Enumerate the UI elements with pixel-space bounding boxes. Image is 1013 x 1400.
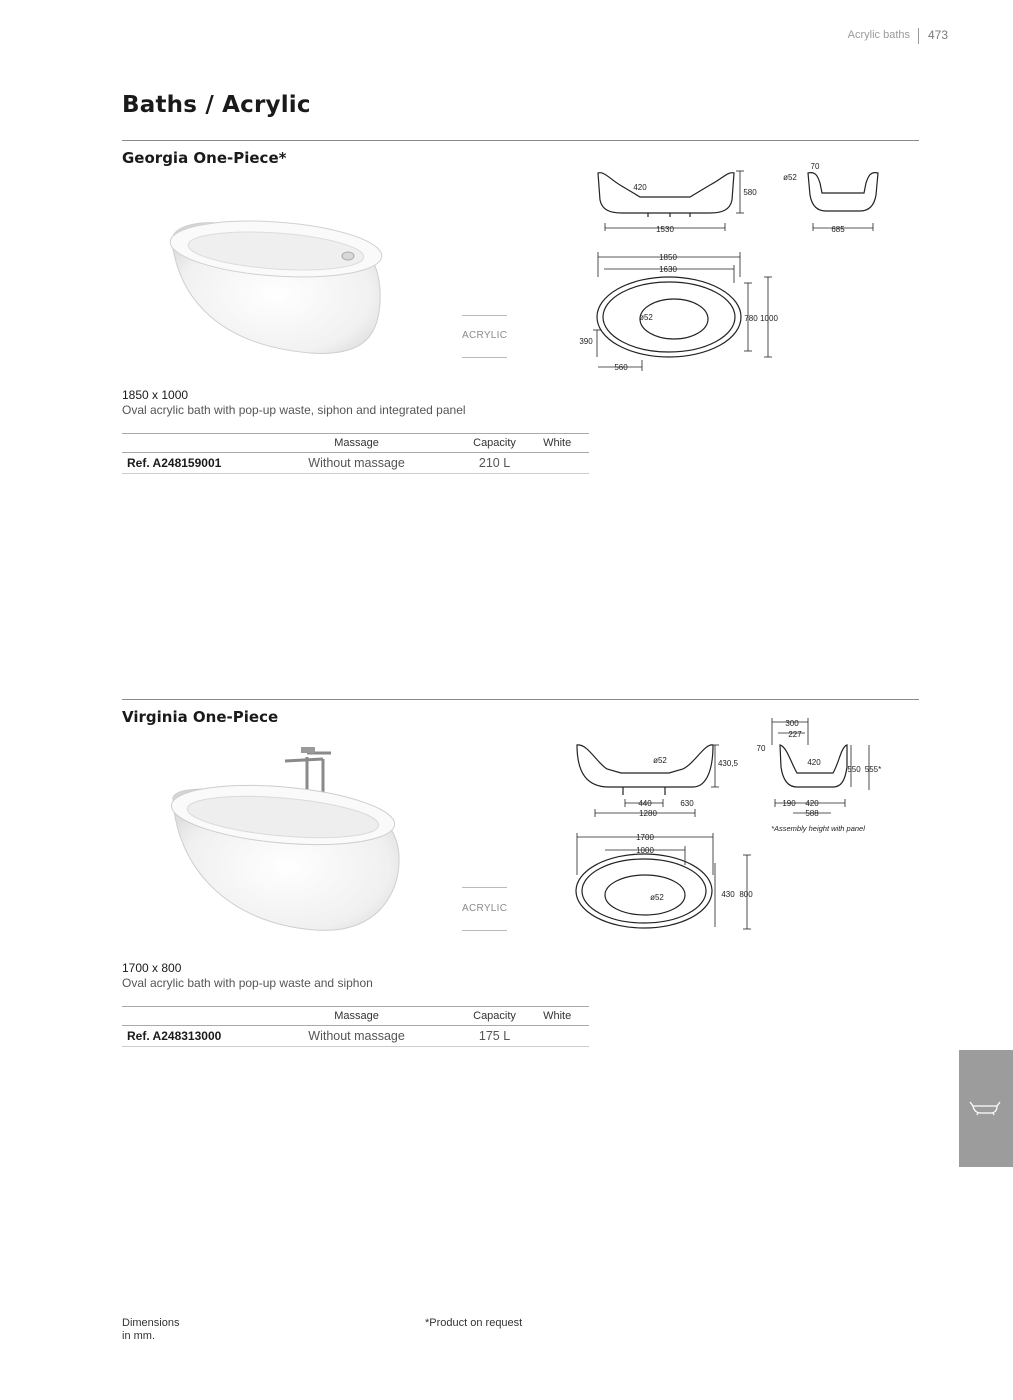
table-row [122,1026,589,1047]
assembly-note: *Assembly height with panel [771,824,865,833]
label-side-c: 1280 [639,809,657,818]
ref-cell: Ref. A248159001 [127,456,222,470]
label-end-top: 70 [810,162,820,171]
massage-cell: Without massage [308,1029,405,1043]
material-line-top [462,315,507,316]
label-plan-total: 1850 [659,253,677,262]
label-end-555: 555* [864,765,882,774]
side-tab[interactable] [959,1050,1013,1167]
capacity-cell: 210 L [478,456,511,470]
table-header-row [122,434,589,453]
label-plan-hole: ø52 [650,893,664,902]
footer-dimensions-note: Dimensions [122,1317,180,1329]
product-description-georgia: Oval acrylic bath with pop-up waste, siphon and integrated panel [122,403,466,417]
material-line-bottom [462,357,507,358]
footer-units-note: in mm. [122,1330,155,1342]
spec-table-georgia [122,433,589,474]
bathtub-icon [969,1100,1001,1116]
section-rule-virginia [122,699,919,700]
label-end-190: 190 [782,799,796,808]
page-title: Baths / Acrylic [122,92,311,118]
material-line-top [462,887,507,888]
material-label: ACRYLIC [462,903,508,914]
table-row [122,453,589,474]
label-plan-waste: 560 [614,363,628,372]
label-plan-inner-w: 780 [744,314,758,323]
section-label: Acrylic baths [847,29,910,41]
column-header-massage: Massage [249,434,463,453]
label-end-420b: 420 [805,799,819,808]
column-header-white: White [525,434,589,453]
label-end-420: 420 [807,758,821,767]
label-plan-inner-w: 430 [721,890,735,899]
section-rule-georgia [122,140,919,141]
column-header-white: White [525,1007,589,1026]
column-header-capacity: Capacity [464,1007,526,1026]
virginia-bath-photo [165,745,405,940]
label-side-hole: ø52 [653,756,667,765]
label-end-588: 588 [805,809,819,818]
label-end-hole: ø52 [783,173,797,182]
capacity-cell: 175 L [478,1029,511,1043]
label-end-550: 550 [847,765,861,774]
label-plan-total: 1700 [636,833,654,842]
product-dimensions-georgia: 1850 x 1000 [122,388,189,402]
label-side-total: 580 [743,188,757,197]
material-label: ACRYLIC [462,330,508,341]
material-line-bottom [462,930,507,931]
label-side-width: 1530 [656,225,674,234]
header-separator [918,28,919,44]
label-end-70: 70 [756,744,766,753]
label-side-b: 630 [680,799,694,808]
page-number: 473 [928,28,949,42]
column-header-massage: Massage [249,1007,463,1026]
virginia-technical-drawing [565,715,905,940]
column-header-capacity: Capacity [464,434,526,453]
label-plan-total-w: 800 [739,890,753,899]
white-cell [525,453,589,474]
product-dimensions-virginia: 1700 x 800 [122,961,182,975]
label-end-width: 685 [831,225,845,234]
label-end-300: 300 [785,719,799,728]
label-side-height: 420 [633,183,647,192]
massage-cell: Without massage [308,456,405,470]
label-plan-offset: 390 [579,337,593,346]
label-plan-inner: 1630 [659,265,677,274]
footer-request-note: *Product on request [425,1317,523,1329]
product-name-virginia: Virginia One-Piece [122,708,279,726]
product-description-virginia: Oval acrylic bath with pop-up waste and siphon [122,976,373,990]
georgia-technical-drawing [570,155,890,380]
label-plan-hole: ø52 [639,313,653,322]
ref-cell: Ref. A248313000 [127,1029,222,1043]
label-end-227: 227 [788,730,802,739]
label-plan-total-w: 1000 [760,314,778,323]
white-cell [525,1026,589,1047]
table-header-row [122,1007,589,1026]
label-plan-inner: 1000 [636,846,654,855]
spec-table-virginia [122,1006,589,1047]
label-side-height: 430,5 [717,759,739,768]
label-side-a: 440 [638,799,652,808]
georgia-bath-photo [160,205,395,365]
product-name-georgia: Georgia One-Piece* [122,149,287,167]
